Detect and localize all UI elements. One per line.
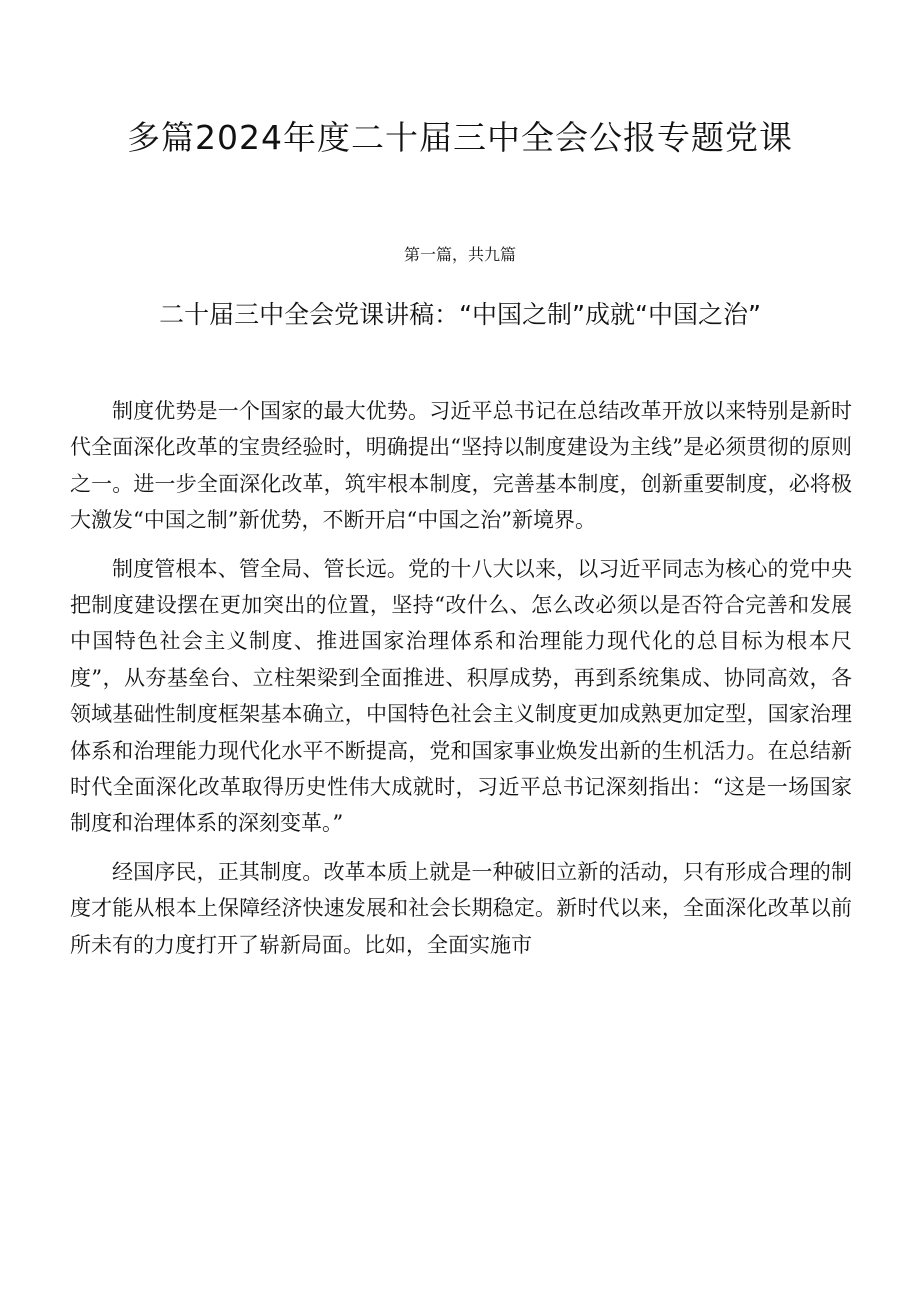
article-body (70, 393, 852, 975)
paragraph: 经国序民，正其制度。改革本质上就是一种破旧立新的活动，只有形成合理的制度才能从根本上保障经济快速发展和社会长期稳定。新时代以来，全面深化改革以前所未有的力度打开了崭新局面。比如，全面实施市 (70, 859, 852, 957)
paragraph: 制度优势是一个国家的最大优势。习近平总书记在总结改革开放以来特别是新时代全面深化改革的宝贵经验时，明确提出“坚持以制度建设为主线”是必须贯彻的原则之一。进一步全面深化改革，筑牢根本制度，完善基本制度，创新重要制度，必将极大激发“中国之制”新优势，不断开启“中国之治”新境界。 (70, 399, 852, 533)
part-label: 第一篇，共九篇 (403, 245, 516, 264)
paragraph: 制度管根本、管全局、管长远。党的十八大以来，以习近平同志为核心的党中央把制度建设摆在更加突出的位置，坚持“改什么、怎么改必须以是否符合完善和发展中国特色社会主义制度、推进国家治理体系和治理能力现代化的总目标为根本尺度”，从夯基垒台、立柱架梁到全面推进、积厚成势，再到系统集成、协同高效，各领域基础性制度框架基本确立，中国特色社会主义制度更加成熟更加定型，国家治理体系和治理能力现代化水平不断提高，党和国家事业焕发出新的生机活力。在总结新时代全面深化改革取得历史性伟大成就时，习近平总书记深刻指出：“这是一场国家制度和治理体系的深刻变革。” (70, 556, 852, 836)
document-title: 多篇2024年度二十届三中全会公报专题党课 (127, 118, 793, 157)
article-title: 二十届三中全会党课讲稿：“中国之制”成就“中国之治” (159, 300, 761, 329)
